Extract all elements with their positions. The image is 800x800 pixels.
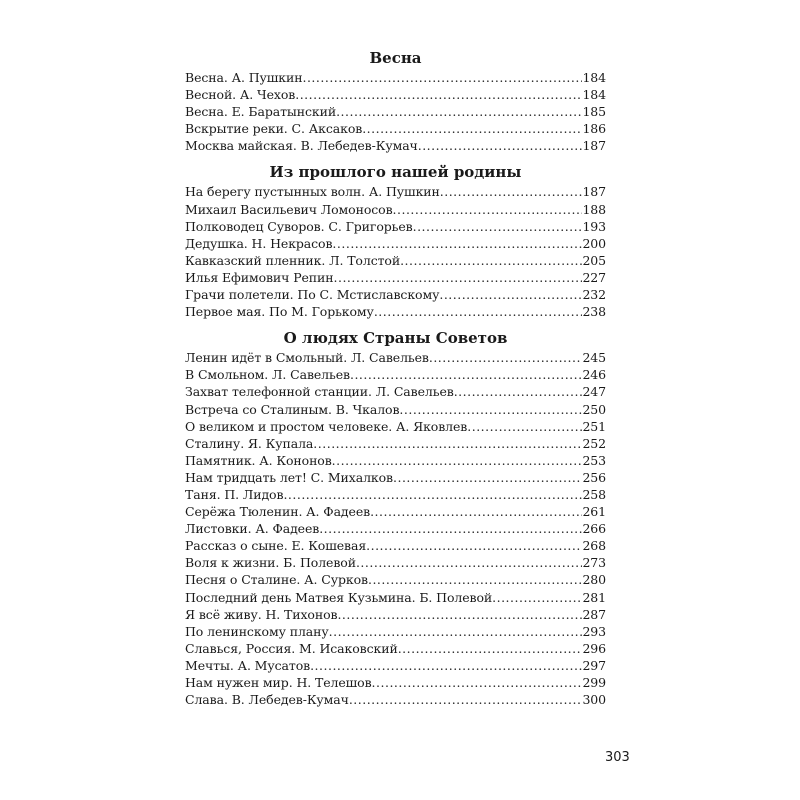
toc-entry — [185, 401, 606, 418]
dot-leader — [334, 269, 583, 286]
toc-section-spring — [185, 48, 606, 154]
toc-entry-title: Москва майская. В. Лебедев-Кумач — [185, 138, 418, 154]
dot-leader — [370, 503, 582, 520]
toc-entry-title: Рассказ о сыне. Е. Кошевая — [185, 538, 367, 554]
dot-leader — [350, 366, 582, 383]
toc-entry-page: 232 — [582, 287, 606, 303]
toc-entry — [185, 589, 606, 606]
toc-entry-title: О великом и простом человеке. А. Яковлев — [185, 418, 468, 434]
toc-entry-page: 297 — [582, 657, 606, 673]
dot-leader — [399, 401, 582, 418]
toc-entry-title: Первое мая. По М. Горькому — [185, 304, 374, 320]
toc-entry-page: 205 — [582, 252, 606, 268]
toc-entry — [185, 103, 606, 120]
toc-entry — [185, 86, 606, 103]
section-title: Весна — [369, 49, 422, 67]
toc-entry-page: 246 — [582, 367, 606, 383]
dot-leader — [349, 691, 583, 708]
toc-entry — [185, 657, 606, 674]
toc-entry-title: Памятник. А. Кононов — [185, 452, 332, 468]
toc-entry — [185, 303, 606, 320]
toc-entry — [185, 452, 606, 469]
dot-leader — [302, 69, 582, 86]
toc-entry-page: 256 — [582, 469, 606, 485]
toc-list — [185, 69, 606, 154]
toc-entry-title: Вскрытие реки. С. Аксаков — [185, 121, 363, 137]
toc-entry-title: Песня о Сталине. А. Сурков — [185, 572, 368, 588]
dot-leader — [374, 303, 583, 320]
toc-entry-page: 187 — [582, 184, 606, 200]
dot-leader — [329, 623, 583, 640]
toc-entry-page: 186 — [582, 121, 606, 137]
toc-entry — [185, 435, 606, 452]
toc-entry-title: Я всё живу. Н. Тихонов — [185, 606, 338, 622]
toc-entry-page: 293 — [582, 623, 606, 639]
toc-entry — [185, 252, 606, 269]
dot-leader — [429, 349, 583, 366]
toc-entry — [185, 418, 606, 435]
toc-entry-title: Кавказский пленник. Л. Толстой — [185, 252, 401, 268]
toc-entry-title: Нам тридцать лет! С. Михалков — [185, 469, 393, 485]
toc-entry-title: В Смольном. Л. Савельев — [185, 367, 350, 383]
dot-leader — [332, 235, 582, 252]
toc-entry — [185, 366, 606, 383]
toc-entry-page: 280 — [582, 572, 606, 588]
toc-entry — [185, 201, 606, 218]
toc-section-soviet-people — [185, 328, 606, 708]
toc-entry-title: Таня. П. Лидов — [185, 486, 284, 502]
toc-entry — [185, 469, 606, 486]
toc-entry-page: 247 — [582, 384, 606, 400]
dot-leader — [372, 674, 583, 691]
toc-entry — [185, 537, 606, 554]
toc-entry — [185, 691, 606, 708]
toc-entry — [185, 606, 606, 623]
toc-entry-page: 184 — [582, 87, 606, 103]
dot-leader — [336, 103, 582, 120]
toc-entry-title: Мечты. А. Мусатов — [185, 657, 311, 673]
toc-entry-page: 187 — [582, 138, 606, 154]
toc-entry — [185, 69, 606, 86]
toc-entry-page: 251 — [582, 418, 606, 434]
toc-entry-page: 296 — [582, 640, 606, 656]
toc-list — [185, 349, 606, 708]
toc-entry-page: 268 — [582, 538, 606, 554]
toc-entry-page: 261 — [582, 504, 606, 520]
toc-entry — [185, 503, 606, 520]
dot-leader — [283, 486, 582, 503]
toc-entry — [185, 183, 606, 200]
toc-entry-title: Нам нужен мир. Н. Телешов — [185, 675, 372, 690]
dot-leader — [362, 120, 582, 137]
toc-entry — [185, 120, 606, 137]
dot-leader — [295, 86, 582, 103]
dot-leader — [366, 537, 582, 554]
toc-entry-title: Листовки. А. Фадеев — [185, 521, 320, 537]
toc-entry — [185, 554, 606, 571]
toc-entry-title: Захват телефонной станции. Л. Савельев — [185, 384, 454, 400]
toc-entry-page: 258 — [582, 486, 606, 502]
dot-leader — [413, 218, 583, 235]
toc-entry-title: Ленин идёт в Смольный. Л. Савельев — [185, 350, 429, 366]
dot-leader — [319, 520, 582, 537]
dot-leader — [332, 452, 583, 469]
toc-entry-page: 200 — [582, 235, 606, 251]
toc-entry-page: 185 — [582, 104, 606, 120]
toc-entry-title: По ленинскому плану — [185, 623, 329, 639]
toc-entry-title: Михаил Васильевич Ломоносов — [185, 201, 393, 217]
toc-entry-title: Встреча со Сталиным. В. Чкалов — [185, 401, 400, 417]
toc-entry — [185, 235, 606, 252]
toc-section-history — [185, 162, 606, 320]
dot-leader — [313, 435, 582, 452]
dot-leader — [467, 418, 582, 435]
section-title: Из прошлого нашей родины — [269, 163, 522, 182]
toc-entry-title: Грачи полетели. По С. Мстиславскому — [185, 287, 440, 303]
toc-entry-page: 281 — [582, 589, 606, 605]
toc-entry-page: 287 — [582, 606, 606, 622]
toc-entry-page: 238 — [582, 304, 606, 320]
toc-entry — [185, 674, 606, 691]
table-of-contents — [185, 48, 606, 708]
dot-leader — [356, 554, 582, 571]
toc-entry-title: Сталину. Я. Купала — [185, 435, 314, 451]
toc-entry-page: 184 — [582, 70, 606, 85]
toc-entry-page: 252 — [582, 435, 606, 451]
toc-list — [185, 183, 606, 320]
toc-entry — [185, 218, 606, 235]
dot-leader — [310, 657, 582, 674]
toc-entry-page: 266 — [582, 521, 606, 537]
dot-leader — [439, 286, 582, 303]
toc-entry-title: Весна. А. Пушкин — [185, 70, 303, 85]
toc-entry — [185, 349, 606, 366]
toc-entry-title: Весной. А. Чехов — [185, 87, 296, 103]
toc-entry-title: Серёжа Тюленин. А. Фадеев — [185, 504, 371, 520]
page-number: 303 — [605, 750, 630, 765]
dot-leader — [418, 137, 583, 154]
toc-entry — [185, 623, 606, 640]
toc-entry — [185, 269, 606, 286]
toc-entry-title: Славься, Россия. М. Исаковский — [185, 640, 398, 656]
toc-entry-page: 227 — [582, 269, 606, 285]
toc-entry-page: 299 — [582, 675, 606, 690]
dot-leader — [400, 252, 582, 269]
toc-entry-page: 253 — [582, 452, 606, 468]
toc-entry-title: На берегу пустынных волн. А. Пушкин — [185, 184, 440, 200]
toc-entry — [185, 486, 606, 503]
toc-entry-title: Дедушка. Н. Некрасов — [185, 235, 333, 251]
toc-entry — [185, 571, 606, 588]
toc-entry-page: 273 — [582, 555, 606, 571]
dot-leader — [492, 589, 582, 606]
toc-entry-title: Воля к жизни. Б. Полевой — [185, 555, 356, 571]
toc-entry-title: Весна. Е. Баратынский — [185, 104, 337, 120]
toc-entry — [185, 137, 606, 154]
dot-leader — [393, 201, 583, 218]
toc-entry — [185, 286, 606, 303]
dot-leader — [393, 469, 582, 486]
dot-leader — [454, 383, 583, 400]
toc-entry-page: 245 — [582, 350, 606, 366]
toc-entry — [185, 640, 606, 657]
toc-entry — [185, 520, 606, 537]
dot-leader — [398, 640, 583, 657]
toc-entry-page: 250 — [582, 401, 606, 417]
toc-entry-title: Последний день Матвея Кузьмина. Б. Полевой — [185, 589, 493, 605]
toc-entry-page: 300 — [582, 692, 606, 708]
section-title: О людях Страны Советов — [283, 329, 508, 348]
toc-entry — [185, 383, 606, 400]
toc-entry-title: Полководец Суворов. С. Григорьев — [185, 218, 413, 234]
toc-entry-page: 193 — [582, 218, 606, 234]
toc-entry-page: 188 — [582, 201, 606, 217]
dot-leader — [368, 571, 582, 588]
dot-leader — [440, 183, 583, 200]
dot-leader — [337, 606, 582, 623]
toc-entry-title: Илья Ефимович Репин — [185, 269, 334, 285]
toc-entry-title: Слава. В. Лебедев-Кумач — [185, 692, 349, 708]
